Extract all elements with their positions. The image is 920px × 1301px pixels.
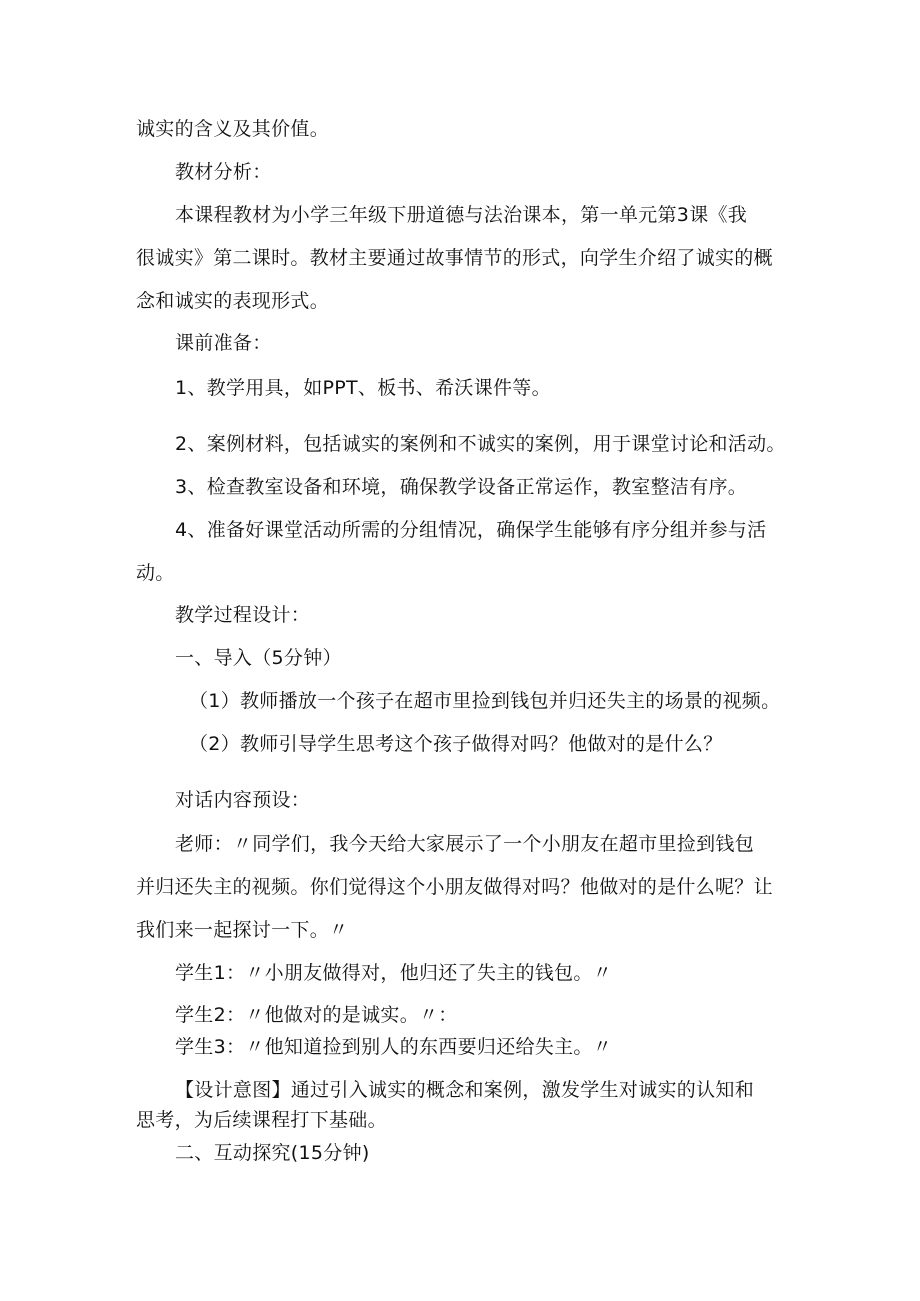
section-heading: 教学过程设计： <box>175 604 311 626</box>
text-line: 诚实的含义及其价值。 <box>136 118 330 140</box>
dialogue-line: 老师：〃同学们，我今天给大家展示了一个小朋友在超市里捡到钱包 <box>175 833 755 855</box>
list-item: 2、案例材料，包括诚实的案例和不诚实的案例，用于课堂讨论和活动。 <box>175 433 786 455</box>
section-heading: 对话内容预设： <box>175 789 311 811</box>
text-line: 动。 <box>136 562 175 584</box>
dialogue-line: 并归还失主的视频。你们觉得这个小朋友做得对吗？他做对的是什么呢？让 <box>136 876 773 898</box>
list-item: （2）教师引导学生思考这个孩子做得对吗？他做对的是什么？ <box>189 733 723 755</box>
text-line: 思考，为后续课程打下基础。 <box>136 1109 387 1131</box>
text-line: 本课程教材为小学三年级下册道德与法治课本，第一单元第3课《我 <box>175 204 748 226</box>
list-item: 3、检查教室设备和环境，确保教学设备正常运作，教室整洁有序。 <box>175 476 748 498</box>
section-heading: 一、导入（5分钟） <box>175 647 342 669</box>
section-heading: 课前准备： <box>175 332 272 354</box>
text-line: 很诚实》第二课时。教材主要通过故事情节的形式，向学生介绍了诚实的概 <box>136 247 773 269</box>
list-item: 4、准备好课堂活动所需的分组情况，确保学生能够有序分组并参与活 <box>175 519 767 541</box>
dialogue-line: 我们来一起探讨一下。〃 <box>136 919 349 941</box>
dialogue-line: 学生1：〃小朋友做得对，他归还了失主的钱包。〃 <box>175 962 612 984</box>
section-heading: 二、互动探究(15分钟) <box>175 1142 370 1164</box>
section-heading: 教材分析： <box>175 161 272 183</box>
list-item: 1、教学用具，如PPT、板书、希沃课件等。 <box>175 377 551 399</box>
text-line: 念和诚实的表现形式。 <box>136 290 330 312</box>
text-line: 【设计意图】通过引入诚实的概念和案例，激发学生对诚实的认知和 <box>175 1079 755 1101</box>
dialogue-line: 学生2：〃他做对的是诚实。〃： <box>175 1004 458 1026</box>
list-item: （1）教师播放一个孩子在超市里捡到钱包并归还失主的场景的视频。 <box>189 690 781 712</box>
dialogue-line: 学生3：〃他知道捡到别人的东西要归还给失主。〃 <box>175 1036 612 1058</box>
